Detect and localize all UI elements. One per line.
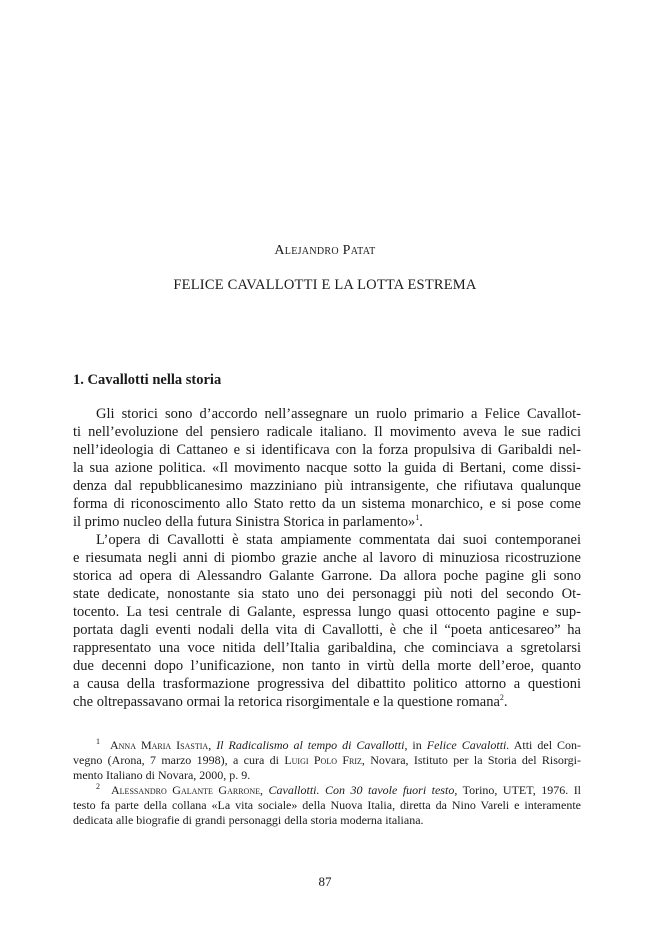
footnote-line: $^1$ Anna Maria Isastia, Il Radicalismo al tempo di Cavallotti, in Felice Cavalotti. Atti del Con-: [96, 737, 582, 752]
text-line-last: che oltrepassavano ormai la retorica risorgimentale e la questione romana$^2$.: [73, 693, 508, 710]
footnote-title: Il Radicalismo al tempo di Cavallotti: [216, 738, 405, 752]
text-line: due decenni dopo l’unificazione, non tanto in virtù della morte dell’eroe, quanto: [73, 658, 581, 674]
footnote-line: [73, 753, 581, 768]
footnote-text: vegno (Arona, 7 marzo 1998), a cura di: [73, 753, 285, 767]
text-line: rappresentato una voce nitida dell’Italia garibaldina, che cominciava a sgretolarsi: [73, 640, 581, 656]
footnote-editor: Luigi Polo Friz: [284, 753, 362, 767]
footnote-1: [73, 738, 581, 783]
footnote-text: , in: [404, 738, 427, 752]
text-line: ti nell’evoluzione del pensiero radicale italiano. Il movimento aveva le sue radici: [73, 424, 581, 440]
text-line: state dedicate, nonostante sia stato uno dei personaggi più noti del secondo Ot-: [73, 586, 581, 602]
text-line: storica ad opera di Alessandro Galante Garrone. Da allora poche pagine gli sono: [73, 568, 581, 584]
text-line-content: che oltrepassavano ormai la retorica risorgimentale e la questione romana: [73, 694, 500, 710]
paragraph-2: [73, 531, 581, 711]
footnote-work: Felice Cavalotti.: [426, 738, 510, 752]
footnote-line: mento Italiano di Novara, 2000, p. 9.: [73, 768, 251, 782]
text-line: denza dal repubblicanesimo mazziniano più intransigente, che rifiutava qualunque: [73, 478, 581, 494]
footnote-ref-2[interactable]: 2: [499, 693, 504, 703]
footnote-line: dedicata alle biografie di grandi personaggi della storia moderna italiana.: [73, 813, 424, 827]
footnote-number: 1: [96, 737, 100, 746]
author-name: Alejandro Patat: [274, 243, 376, 258]
section-heading: 1. Cavallotti nella storia: [73, 372, 222, 388]
footnote-text: , Torino, UTET, 1976. Il: [454, 783, 582, 797]
text-line: Gli storici sono d’accordo nell’assegnare un ruolo primario a Felice Cavallot-: [96, 406, 581, 422]
paragraph-1: [73, 405, 581, 531]
footnote-author: Alessandro Galante Garrone: [111, 783, 260, 797]
body-text: [73, 405, 581, 711]
footnote-text: , Novara, Istituto per la Storia del Risorgi-: [361, 753, 581, 767]
text-line: forma di riconoscimento allo Stato retto da un sistema monarchico, e si pose come: [73, 496, 581, 512]
footnotes: [73, 738, 581, 828]
footnote-2: [73, 783, 581, 828]
footnote-line: $^2$ Alessandro Galante Garrone, Cavallotti. Con 30 tavole fuori testo, Torino, UTET, 1976. Il: [96, 782, 582, 797]
text-line: la sua azione politica. «Il movimento nacque sotto la guida di Bertani, come dissi-: [73, 460, 581, 476]
text-line-last: il primo nucleo della futura Sinistra Storica in parlamento»$^1$.: [73, 513, 423, 530]
text-line: L’opera di Cavallotti è stata ampiamente commentata dai suoi contemporanei: [96, 532, 581, 548]
text-line: tocento. La tesi centrale di Galante, espressa lungo quasi ottocento pagine e sup-: [73, 604, 581, 620]
footnote-author: Anna Maria Isastia: [109, 738, 209, 752]
footnote-number: 2: [96, 782, 100, 791]
footnote-text: Atti del Con-: [509, 738, 582, 752]
footnote-title: Cavallotti. Con 30 tavole fuori testo: [268, 783, 455, 797]
text-line: portata dagli eventi nodali della vita di Cavallotti, è che il “poeta anticesareo” ha: [73, 622, 581, 638]
text-line: nell’ideologia di Cattaneo e si identificava con la forza propulsiva di Garibaldi nel-: [73, 442, 581, 458]
text-line: a causa della trasformazione progressiva del dibattito politico attorno a questioni: [73, 676, 581, 692]
footnote-line: testo fa parte della collana «La vita sociale» della Nuova Italia, diretta da Nino Vareli e interamente: [73, 798, 581, 812]
page-number: 87: [318, 874, 332, 889]
chapter-title: FELICE CAVALLOTTI E LA LOTTA ESTREMA: [173, 277, 477, 293]
text-line: e riesumata negli anni di piombo grazie anche al lavoro di minuziosa ricostruzione: [73, 550, 581, 566]
text-line-content: il primo nucleo della futura Sinistra Storica in parlamento»: [73, 514, 416, 530]
footnote-ref-1[interactable]: 1: [415, 513, 420, 523]
